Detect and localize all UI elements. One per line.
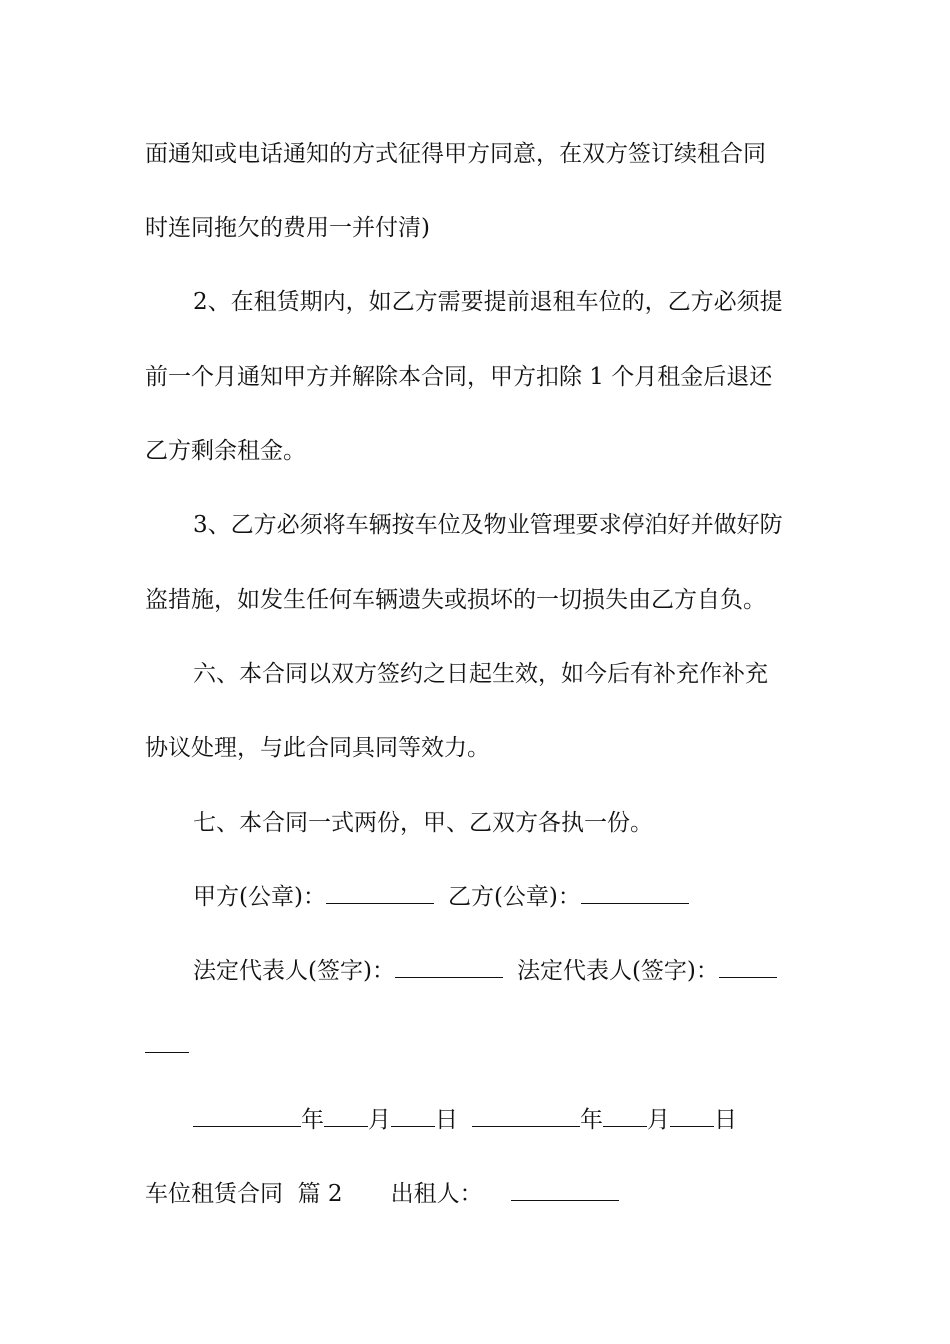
paragraph-line: 2、在租赁期内，如乙方需要提前退租车位的，乙方必须提 xyxy=(193,289,783,315)
year-a-blank xyxy=(193,1104,301,1127)
rep-b-label: 法定代表人(签字)： xyxy=(516,958,719,984)
year-a-label: 年 xyxy=(301,1107,324,1133)
party-b-seal-blank xyxy=(581,881,689,904)
party-a-seal-blank xyxy=(326,881,434,904)
paragraph-line: 面通知或电话通知的方式征得甲方同意，在双方签订续租合同 xyxy=(145,141,766,167)
day-b-label: 日 xyxy=(714,1107,737,1133)
month-b-label: 月 xyxy=(647,1107,670,1133)
paragraph-line: 乙方剩余租金。 xyxy=(145,438,306,464)
seal-signature-row xyxy=(193,881,689,913)
day-b-blank xyxy=(670,1104,714,1127)
rep-a-label: 法定代表人(签字)： xyxy=(193,958,395,984)
next-contract-header xyxy=(145,1178,619,1210)
date-row xyxy=(193,1104,737,1136)
lessor-blank xyxy=(511,1178,619,1201)
day-a-label: 日 xyxy=(435,1107,458,1133)
paragraph-line: 3、乙方必须将车辆按车位及物业管理要求停泊好并做好防 xyxy=(193,512,783,538)
rep-a-blank xyxy=(395,955,503,978)
rep-b-blank-continued xyxy=(145,1030,189,1062)
month-a-blank xyxy=(324,1104,368,1127)
paragraph-line: 七、本合同一式两份，甲、乙双方各执一份。 xyxy=(193,810,653,836)
paragraph-line: 盗措施，如发生任何车辆遗失或损坏的一切损失由乙方自负。 xyxy=(145,587,766,613)
lessor-label: 出租人： xyxy=(390,1181,483,1207)
paragraph-line: 协议处理，与此合同具同等效力。 xyxy=(145,735,490,761)
year-b-label: 年 xyxy=(580,1107,603,1133)
day-a-blank xyxy=(391,1104,435,1127)
paragraph-line: 六、本合同以双方签约之日起生效，如今后有补充作补充 xyxy=(193,661,768,687)
party-a-seal-label: 甲方(公章)： xyxy=(193,884,326,910)
party-b-seal-label: 乙方(公章)： xyxy=(447,884,581,910)
paragraph-line: 前一个月通知甲方并解除本合同，甲方扣除 1 个月租金后退还 xyxy=(145,364,773,390)
contract-title: 车位租赁合同 篇 2 xyxy=(145,1181,343,1207)
month-b-blank xyxy=(603,1104,647,1127)
representative-signature-row xyxy=(193,955,777,987)
year-b-blank xyxy=(472,1104,580,1127)
month-a-label: 月 xyxy=(368,1107,391,1133)
paragraph-line: 时连同拖欠的费用一并付清) xyxy=(145,215,430,241)
rep-b-blank xyxy=(719,955,777,978)
rep-b-blank-continued-line xyxy=(145,1030,189,1053)
